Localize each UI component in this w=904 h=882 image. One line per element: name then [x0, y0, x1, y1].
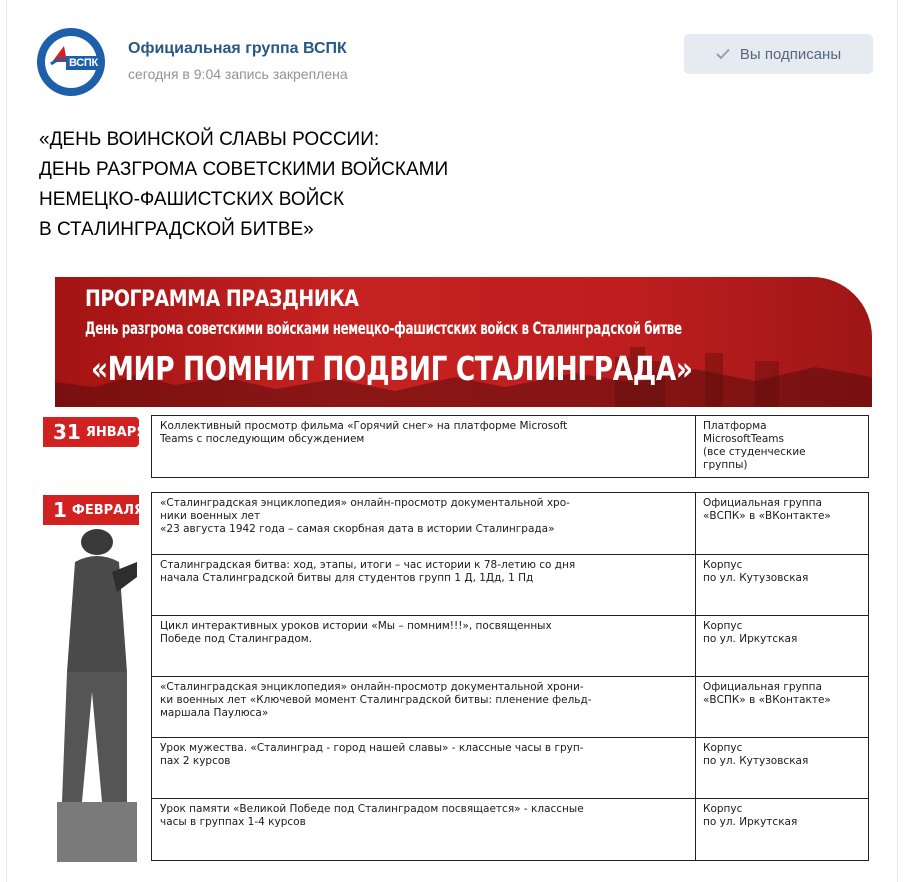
event-location	[696, 677, 868, 737]
event-description	[152, 799, 696, 860]
schedule-row	[151, 615, 869, 677]
date-month: ЯНВАРЯ	[85, 424, 147, 440]
event-description	[152, 555, 696, 615]
desc-line: Победе под Сталинградом.	[160, 633, 313, 645]
event-location	[696, 416, 868, 477]
place-line: по ул. Иркутская	[703, 816, 798, 828]
desc-line: «23 августа 1942 года – самая скорбная дата в истории Сталинграда»	[160, 523, 555, 535]
desc-line: Teams с последующим обсуждением	[160, 433, 365, 445]
post-text-line: ДЕНЬ РАЗГРОМА СОВЕТСКИМИ ВОЙСКАМИ	[39, 159, 449, 180]
schedule-row	[151, 415, 869, 478]
schedule-row	[151, 492, 869, 555]
schedule-row	[151, 737, 869, 799]
place-line: «ВСПК» в «ВКонтакте»	[703, 694, 831, 706]
soldier-photo-icon	[57, 502, 137, 862]
subscribed-label: Вы подписаны	[739, 45, 842, 63]
place-line: «ВСПК» в «ВКонтакте»	[703, 510, 831, 522]
desc-line: начала Сталинградской битвы для студентов групп 1 Д, 1Дд, 1 Пд	[160, 572, 534, 584]
place-line: Официальная группа	[703, 681, 822, 693]
desc-line: Сталинградская битва: ход, этапы, итоги – час истории к 78-летию со дня	[160, 559, 576, 571]
place-line: Официальная группа	[703, 497, 822, 509]
post-card	[6, 0, 898, 882]
post-text	[39, 125, 839, 245]
place-line: Корпус	[703, 620, 743, 632]
desc-line: Цикл интерактивных уроков истории «Мы – помним!!!», посвященных	[160, 620, 552, 632]
schedule-row	[151, 554, 869, 616]
event-location	[696, 555, 868, 615]
desc-line: часы в группах 1-4 курсов	[160, 816, 306, 828]
place-line: MicrosoftTeams	[703, 433, 785, 445]
poster-banner	[55, 277, 872, 407]
event-location	[696, 616, 868, 676]
event-location	[696, 493, 868, 554]
place-line: (все студенческие	[703, 446, 806, 458]
event-description	[152, 677, 696, 737]
group-name-link[interactable]: Официальная группа ВСПК	[128, 40, 347, 57]
desc-line: маршала Паулюса»	[160, 707, 269, 719]
date-month: ФЕВРАЛЯ	[71, 502, 144, 518]
place-line: по ул. Кутузовская	[703, 755, 809, 767]
post-text-line: В СТАЛИНГРАДСКОЙ БИТВЕ»	[39, 219, 314, 240]
place-line: Платформа	[703, 420, 767, 432]
place-line: Корпус	[703, 803, 743, 815]
post-text-line: НЕМЕЦКО-ФАШИСТСКИХ ВОЙСК	[39, 189, 345, 210]
place-line: по ул. Иркутская	[703, 633, 798, 645]
event-description	[152, 738, 696, 798]
event-description	[152, 616, 696, 676]
post-image-poster[interactable]	[55, 277, 873, 867]
date-tag-jan	[43, 417, 147, 447]
check-icon	[716, 48, 730, 60]
post-text-line: «ДЕНЬ ВОИНСКОЙ СЛАВЫ РОССИИ:	[39, 129, 380, 150]
date-tag-feb	[43, 495, 144, 525]
poster-subtitle: День разгрома советскими войсками немецко-фашистских войск в Сталинградской битве	[85, 319, 682, 339]
subscribed-button[interactable]	[684, 34, 873, 74]
event-description	[152, 416, 696, 477]
avatar-logo-text: ВСПК	[66, 56, 101, 70]
desc-line: Урок памяти «Великой Победе под Сталинградом посвящается» - классные	[160, 803, 584, 815]
desc-line: пах 2 курсов	[160, 755, 231, 767]
post-meta[interactable]: сегодня в 9:04 запись закреплена	[128, 66, 348, 82]
schedule-row	[151, 676, 869, 738]
group-avatar[interactable]	[37, 28, 105, 96]
desc-line: Коллективный просмотр фильма «Горячий снег» на платформе Microsoft	[160, 420, 568, 432]
event-location	[696, 799, 868, 860]
poster-title: ПРОГРАММА ПРАЗДНИКА	[85, 287, 359, 312]
desc-line: Урок мужества. «Сталинград - город нашей славы» - классные часы в груп-	[160, 742, 584, 754]
event-location	[696, 738, 868, 798]
date-number: 31	[53, 420, 81, 444]
poster-slogan: «МИР ПОМНИТ ПОДВИГ СТАЛИНГРАДА»	[91, 349, 693, 388]
desc-line: «Сталинградская энциклопедия» онлайн-просмотр документальной хро-	[160, 497, 570, 509]
place-line: Корпус	[703, 559, 743, 571]
place-line: группы)	[703, 459, 748, 471]
desc-line: «Сталинградская энциклопедия» онлайн-просмотр документальной хрони-	[160, 681, 584, 693]
event-description	[152, 493, 696, 554]
place-line: по ул. Кутузовская	[703, 572, 809, 584]
schedule-row	[151, 798, 869, 861]
desc-line: ки военных лет «Ключевой момент Сталинградской битвы: пленение фельд-	[160, 694, 592, 706]
date-number: 1	[53, 498, 67, 522]
place-line: Корпус	[703, 742, 743, 754]
desc-line: ники военных лет	[160, 510, 261, 522]
